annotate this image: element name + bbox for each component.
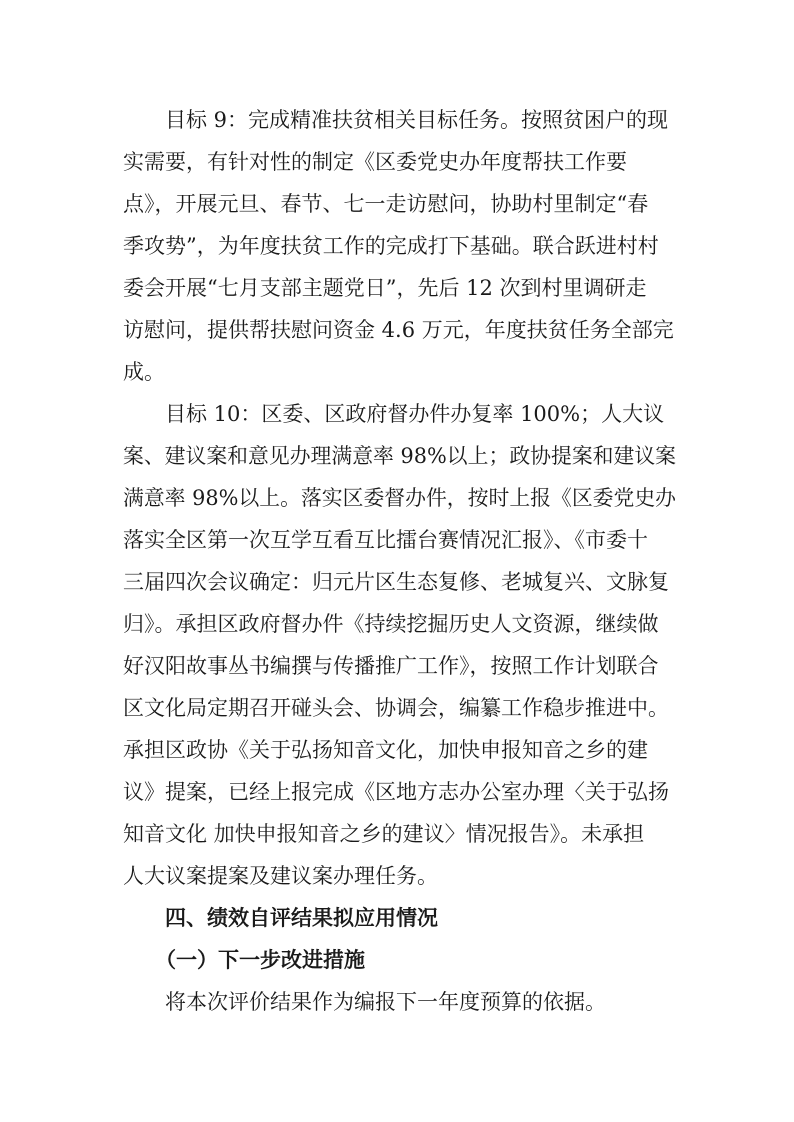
section-heading (0, 898, 794, 938)
text-line: 目标 10：区委、区政府督办件办复率 100%；人大议 (165, 402, 665, 426)
paragraph-goal10-line-6 (0, 604, 794, 644)
text-line: 满意率 98%以上。落实区委督办件，按时上报《区委党史办 (123, 486, 677, 510)
paragraph-goal10-line-8 (0, 688, 794, 728)
text-line: 知音文化 加快申报知音之乡的建议〉情况报告》。未承担 (123, 822, 645, 846)
paragraph-goal10-line-1 (0, 394, 794, 434)
text-line: 区文化局定期召开碰头会、协调会，编纂工作稳步推进中。 (123, 696, 669, 720)
text-line: 案、建议案和意见办理满意率 98%以上；政协提案和建议案 (123, 444, 677, 468)
paragraph-goal10-line-3 (0, 478, 794, 518)
paragraph-goal9-line-7 (0, 352, 794, 392)
paragraph-goal9-line-3 (0, 184, 794, 224)
text-line: 委会开展“七月支部主题党日”，先后 12 次到村里调研走 (123, 276, 647, 300)
paragraph-goal9-line-1 (0, 100, 794, 140)
paragraph-goal9-line-5 (0, 268, 794, 308)
paragraph-goal10-line-2 (0, 436, 794, 476)
text-line: 成。 (123, 360, 165, 384)
text-line: 议》提案，已经上报完成《区地方志办公室办理〈关于弘扬 (123, 780, 669, 804)
text-line: 落实全区第一次互学互看互比擂台赛情况汇报》、《市委十 (123, 528, 648, 552)
text-line: 人大议案提案及建议案办理任务。 (123, 864, 438, 888)
subsection-heading (0, 940, 794, 980)
paragraph-goal10-line-9 (0, 730, 794, 770)
paragraph-final (0, 982, 794, 1022)
paragraph-goal10-line-12 (0, 856, 794, 896)
text-line: 季攻势”，为年度扶贫工作的完成打下基础。联合跃进村村 (123, 234, 659, 258)
text-line: 实需要，有针对性的制定《区委党史办年度帮扶工作要 (123, 150, 627, 174)
text-line: 归》。承担区政府督办件《持续挖掘历史人文资源，继续做 (123, 612, 659, 636)
paragraph-goal9-line-6 (0, 310, 794, 350)
paragraph-goal10-line-7 (0, 646, 794, 686)
paragraph-goal10-line-4 (0, 520, 794, 560)
section-heading-text: 四、绩效自评结果拟应用情况 (165, 906, 438, 930)
text-line: 目标 9：完成精准扶贫相关目标任务。按照贫困户的现 (165, 108, 669, 132)
text-line: 好汉阳故事丛书编撰与传播推广工作》，按照工作计划联合 (123, 654, 659, 678)
text-line: 将本次评价结果作为编报下一年度预算的依据。 (165, 990, 606, 1014)
paragraph-goal9-line-2 (0, 142, 794, 182)
subsection-heading-text: （一）下一步改进措施 (155, 948, 365, 972)
text-line: 承担区政协《关于弘扬知音文化，加快申报知音之乡的建 (123, 738, 648, 762)
text-line: 访慰问，提供帮扶慰问资金 4.6 万元，年度扶贫任务全部完 (123, 318, 674, 342)
paragraph-goal9-line-4 (0, 226, 794, 266)
paragraph-goal10-line-11 (0, 814, 794, 854)
paragraph-goal10-line-5 (0, 562, 794, 602)
text-line: 三届四次会议确定：归元片区生态复修、老城复兴、文脉复 (123, 570, 669, 594)
paragraph-goal10-line-10 (0, 772, 794, 812)
text-line: 点》，开展元旦、春节、七一走访慰问，协助村里制定“春 (123, 192, 649, 216)
